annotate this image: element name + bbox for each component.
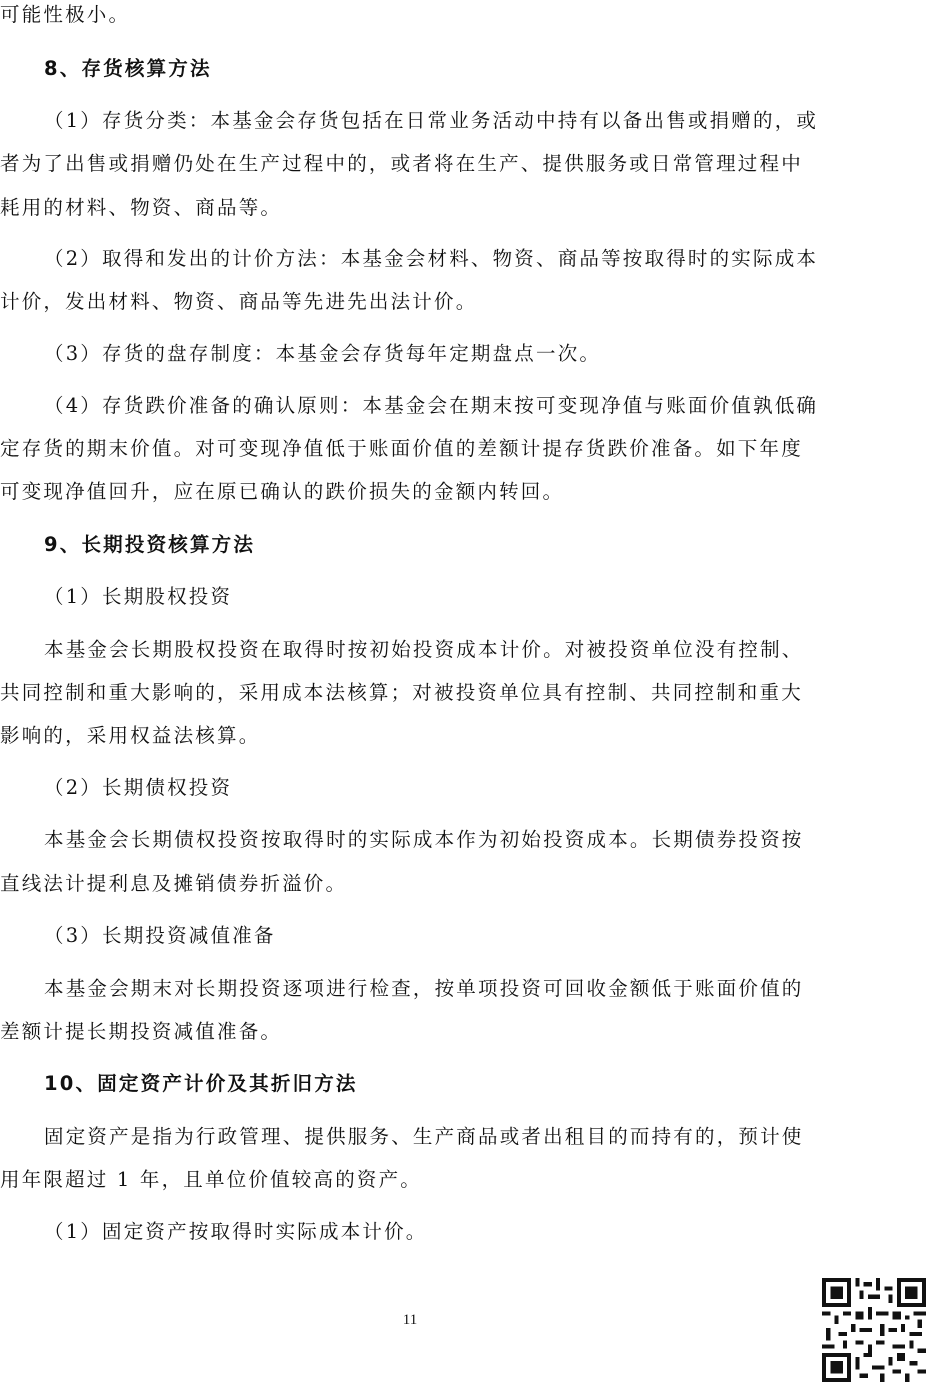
text-line: 直线法计提利息及摊销债券折溢价。 [0, 872, 348, 895]
text-line: 共同控制和重大影响的，采用成本法核算；对被投资单位具有控制、共同控制和重大 [0, 681, 803, 704]
text-line: 本基金会期末对长期投资逐项进行检查，按单项投资可回收金额低于账面价值的 [44, 977, 804, 1000]
text-line: 可变现净值回升，应在原已确认的跌价损失的金额内转回。 [0, 480, 565, 503]
page-number: 11 [402, 1312, 418, 1328]
text-line: （4）存货跌价准备的确认原则：本基金会在期末按可变现净值与账面价值孰低确 [44, 394, 819, 417]
text-line: （1）固定资产按取得时实际成本计价。 [44, 1220, 428, 1243]
text-line: 固定资产是指为行政管理、提供服务、生产商品或者出租目的而持有的，预计使 [44, 1125, 804, 1148]
text-line: 计价，发出材料、物资、商品等先进先出法计价。 [0, 290, 478, 313]
text-line: （2）取得和发出的计价方法：本基金会材料、物资、商品等按取得时的实际成本 [44, 247, 819, 270]
qr-code-icon [822, 1278, 926, 1382]
section-heading-10: 10、固定资产计价及其折旧方法 [44, 1072, 358, 1095]
text-line: （1）长期股权投资 [44, 585, 233, 608]
section-heading-8: 8、存货核算方法 [44, 57, 212, 80]
text-line: 本基金会长期股权投资在取得时按初始投资成本计价。对被投资单位没有控制、 [44, 638, 804, 661]
text-line: 可能性极小。 [0, 3, 131, 26]
text-line: （3）长期投资减值准备 [44, 924, 276, 947]
text-line: 本基金会长期债权投资按取得时的实际成本作为初始投资成本。长期债券投资按 [44, 828, 804, 851]
text-line: 者为了出售或捐赠仍处在生产过程中的，或者将在生产、提供服务或日常管理过程中 [0, 152, 803, 175]
section-heading-9: 9、长期投资核算方法 [44, 533, 256, 556]
text-line: 定存货的期末价值。对可变现净值低于账面价值的差额计提存货跌价准备。如下年度 [0, 437, 803, 460]
text-line: 影响的，采用权益法核算。 [0, 724, 261, 747]
text-line: 用年限超过 1 年，且单位价值较高的资产。 [0, 1168, 423, 1191]
text-line: （2）长期债权投资 [44, 776, 233, 799]
text-line: （3）存货的盘存制度：本基金会存货每年定期盘点一次。 [44, 342, 602, 365]
text-line: 差额计提长期投资减值准备。 [0, 1020, 283, 1043]
text-line: 耗用的材料、物资、商品等。 [0, 196, 283, 219]
text-line: （1）存货分类：本基金会存货包括在日常业务活动中持有以备出售或捐赠的，或 [44, 109, 819, 132]
